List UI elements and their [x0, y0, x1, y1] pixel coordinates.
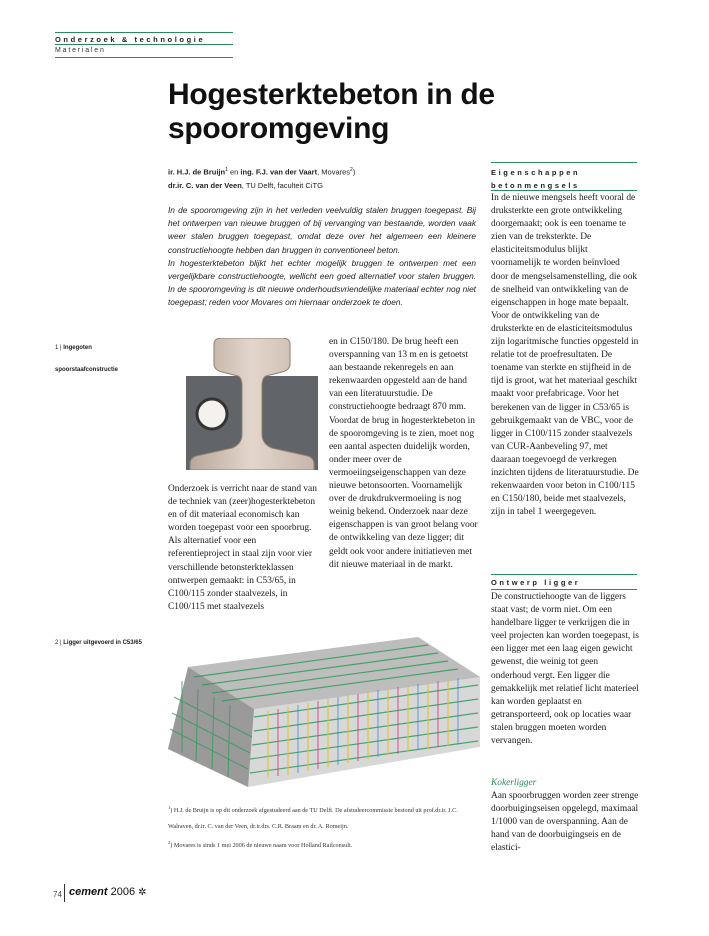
- body-column-middle: [329, 336, 479, 572]
- gear-logo-icon: ✲: [138, 887, 147, 898]
- footnote-2: [168, 835, 478, 854]
- subsection-label: Materialen: [55, 47, 106, 54]
- author-conj: en: [227, 167, 241, 177]
- footnote-2-text: ) Movares is sinds 1 mei 2006 de nieuwe naam voor Holland Railconsult.: [170, 842, 353, 850]
- rail-hole: [197, 399, 227, 429]
- intro-paragraph-2: In hogesterktebeton blijkt het echter mogelijk bruggen te ontwerpen met een vergelijkbare constructiehoogte, wellicht een goed alternatief voor stalen bruggen. In de spooromgeving is dit nieuwe onderhoudsvriendelijke materiaal echter nog niet toegepast; reden voor Movares om hiernaar onderzoek te doen.: [168, 257, 476, 308]
- article-title: Hogesterktebeton in de spooromgeving: [168, 78, 495, 145]
- right-rule-1: [491, 162, 637, 163]
- intro-paragraph-1: In de spooromgeving zijn in het verleden veelvuldig stalen bruggen toegepast. Bij het ontwerpen van nieuwe bruggen of bij vervanging van bestaande, worden vaak weer stalen bruggen toegepast, omdat deze over het algemeen een kleinere constructiehoogte hebben dan bruggen in conventioneel beton.: [168, 205, 476, 255]
- authors: [168, 164, 488, 192]
- footnotes: [168, 800, 478, 854]
- right-rule-2: [491, 190, 637, 191]
- header-rule-mid: [55, 44, 233, 45]
- body-column-left: [168, 483, 320, 614]
- heading-eigenschappen: Eigenschappen betonmengsels: [491, 168, 581, 190]
- author-3: dr.ir. C. van der Veen: [168, 180, 242, 190]
- footer-divider: [64, 884, 65, 902]
- magazine-name: cement: [69, 886, 108, 898]
- author-2-close: ): [352, 167, 356, 177]
- figure-2-number: 2 |: [55, 640, 62, 646]
- right-rule-3: [491, 574, 637, 575]
- body-right-paragraph-3: Aan spoorbruggen worden zeer strenge doorbuigingseisen opgelegd, maximaal 1/1000 van de overspanning. Aan de hand van de doorbuigingseis en de elastici-: [491, 791, 639, 854]
- magazine-year: 2006: [110, 886, 136, 898]
- body-right-1: [491, 192, 639, 519]
- author-1: ir. H.J. de Bruijn: [168, 167, 226, 177]
- body-middle-paragraph-1: en in C150/180. De brug heeft een overspanning van 13 m en is getoetst aan bestaande rekenregels en aan rekenwaarden opgesteld aan de hand van een literatuurstudie. De constructiehoogte bedraagt 870 mm.: [329, 337, 469, 413]
- section-label: Onderzoek & technologie: [55, 35, 206, 44]
- figure-2-caption: [55, 632, 155, 654]
- figure-1-caption: [55, 337, 155, 381]
- body-right-2: [491, 591, 639, 748]
- body-left-paragraph: Onderzoek is verricht naar de stand van de techniek van (zeer)hogesterktebeton en of dit materiaal economisch kan worden toegepast voor een spoorbrug. Als alternatief voor een referentieproject in staal zijn voor vier verschillende betonsterkteklassen ontwerpen gemaakt: in C53/65, in C100/115 zonder staalvezels, in C100/115 met staalvezels: [168, 484, 317, 612]
- page-number: 74: [53, 890, 62, 899]
- header-rule-bottom: [55, 57, 233, 58]
- rail-figure: [186, 338, 318, 470]
- body-middle-paragraph-2: Voordat de brug in hogesterktebeton in de spooromgeving is te zien, moet nog een aantal aspecten duidelijk worden, onder meer over de vermoeiingseigenschappen van deze nieuwe betonsoorten. Voornamelijk over de drukdrukvermoeiing is nog weinig bekend. Onderzoek naar deze eigenschappen is van groot belang voor de ontwikkeling van deze ligger; dit geldt ook voor andere initiatieven met dit nieuwe materiaal in de markt.: [329, 415, 478, 570]
- right-rule-4: [491, 589, 637, 590]
- figure-1-number: 1 |: [55, 345, 62, 351]
- footnote-1-text: ) H.J. de Bruijn is op dit onderzoek afgestudeerd aan de TU Delft. De afstudeercommissie bestond uit prof.dr.ir. J.C. Walraven, dr.ir. C. van der Veen, dr.ir.drs. C.R. Braam en dr. A. Romeijn.: [168, 807, 458, 831]
- body-right-3: [491, 790, 639, 855]
- subheading-kokerligger: Kokerligger: [491, 778, 537, 788]
- header-rule-top: [55, 32, 233, 33]
- footnote-1: [168, 800, 478, 835]
- figure-1-caption-text: Ingegoten spoorstaafconstructie: [55, 345, 119, 373]
- author-2-note: 2: [350, 167, 353, 173]
- footnote-2-mark: 2: [168, 840, 171, 846]
- body-right-paragraph-1: In de nieuwe mengsels heeft vooral de druksterkte een grote ontwikkeling doorgemaakt; ook is een toename te zien van de treksterkte. De elasticiteitsmodulus blijkt voornamelijk te worden beïnvloed door de mengselsamenstelling, die ook de snelheid van ontwikkeling van de eigenschappen in hoge mate bepaalt. Voor de ontwikkeling van de druksterkte en de elasticiteitsmodulus zijn logaritmische functies opgesteld in relatie tot de proefresultaten. De toename van sterkte en stijfheid in de tijd is groot, wat het materiaal geschikt maakt voor prefabricage. Voor het berekenen van de ligger in C53/65 is gebruikgemaakt van de VBC, voor de ligger in C100/115 zonder staalvezels van CUR-Aanbeveling 97, met daaraan toegevoegd de verkregen inzichten tijdens de literatuurstudie. De rekenwaarden voor beton in C100/115 en C150/180, beide met staalvezels, zijn in tabel 1 weergegeven.: [491, 193, 639, 518]
- magazine-brand: [69, 886, 147, 898]
- figure-2-caption-text: Ligger uitgevoerd in C53/65: [63, 640, 142, 646]
- footnote-1-mark: 1: [168, 805, 171, 810]
- reinforcement-figure: [168, 637, 480, 787]
- author-2: ing. F.J. van der Vaart: [240, 167, 318, 177]
- intro-text: [168, 204, 476, 310]
- author-1-note: 1: [225, 167, 228, 173]
- author-3-aff: , TU Delft, faculteit CiTG: [241, 180, 323, 190]
- body-right-paragraph-2: De constructiehoogte van de liggers staat vast; de vorm niet. Om een handelbare ligger te verkrijgen die in veel projecten kan worden toegepast, is een ligger met een laag eigen gewicht gewenst, die weinig tot geen onderhoud vergt. Een ligger die gemakkelijk met relatief licht materieel kan worden geplaatst en getransporteerd, ook op locaties waar stalen bruggen moeten worden vervangen.: [491, 592, 639, 747]
- author-2-aff: , Movares: [317, 167, 351, 177]
- heading-ontwerp-ligger: Ontwerp ligger: [491, 578, 581, 587]
